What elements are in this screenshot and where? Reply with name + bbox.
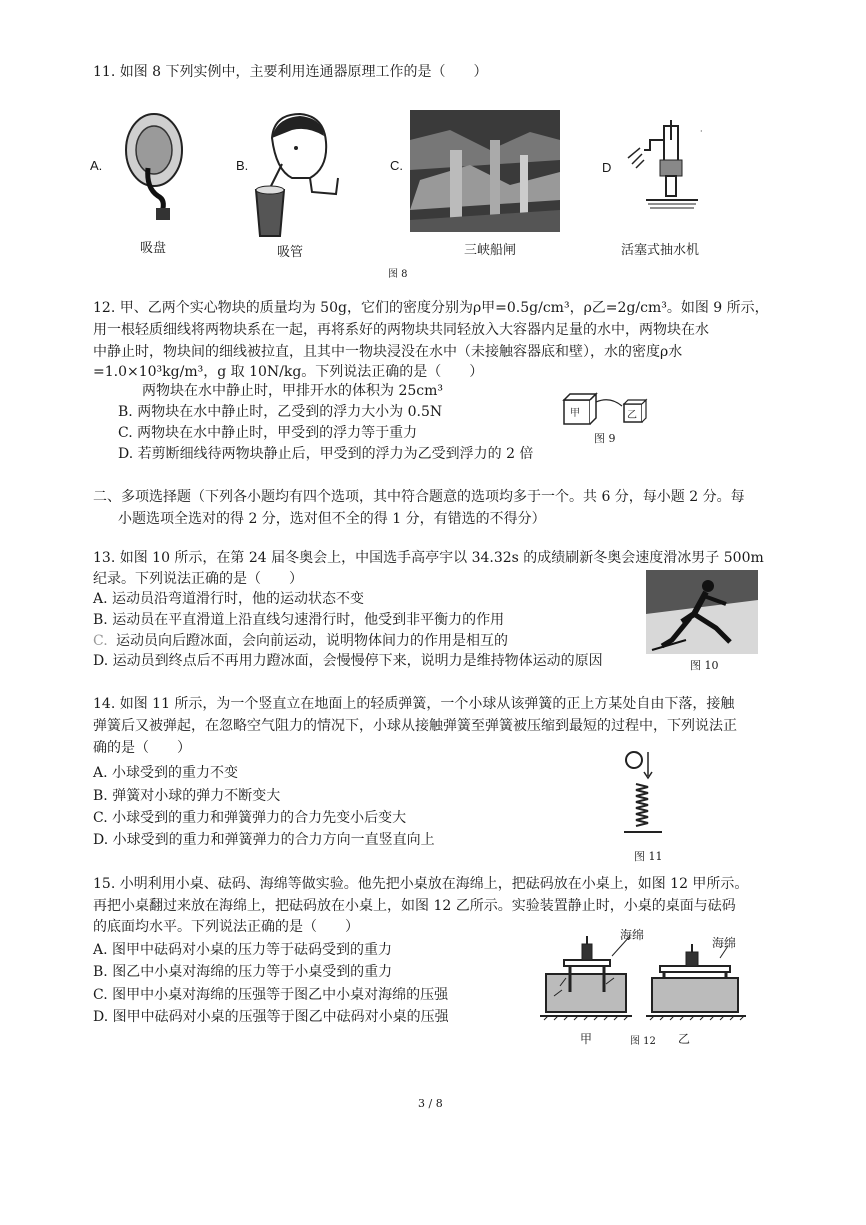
q13-option-d: D. 运动员到终点后不再用力蹬冰面，会慢慢停下来，说明力是维持物体运动的原因 <box>93 653 603 669</box>
q11-option-d-caption: 活塞式抽水机 <box>620 243 699 258</box>
speed-skater-image <box>646 570 758 654</box>
figure-9-label-yi: 乙 <box>627 410 637 421</box>
spring-ball-diagram <box>618 748 668 840</box>
figure-12-caption: 图 12 <box>630 1036 656 1047</box>
q11-option-d-letter: D <box>602 160 612 175</box>
q14-line-2: 弹簧后又被弹起，在忽略空气阻力的情况下，小球从接触弹簧至弹簧被压缩到最短的过程中，下列说法正 <box>93 718 737 734</box>
q11-option-c-caption: 三峡船闸 <box>463 243 516 258</box>
suction-cup-image <box>118 108 190 226</box>
q12-option-c: C. 两物块在水中静止时，甲受到的浮力等于重力 <box>118 425 418 441</box>
q14-line-1: 14. 如图 11 所示，为一个竖直立在地面上的轻质弹簧，一个小球从该弹簧的正上方某处自由下落，接触 <box>93 696 735 712</box>
q13-option-b: B. 运动员在平直滑道上沿直线匀速滑行时，他受到非平衡力的作用 <box>93 612 505 628</box>
q14-option-c: C. 小球受到的重力和弹簧弹力的合力先变小后变大 <box>93 810 407 826</box>
q15-line-2: 再把小桌翻过来放在海绵上，把砝码放在小桌上，如图 12 乙所示。实验装置静止时，小桌的桌面与砝码 <box>93 898 736 914</box>
figure-12-label-sponge-right: 海绵 <box>712 936 737 950</box>
figure-12-label-sponge-left: 海绵 <box>620 928 645 942</box>
q11-stem: 11. 如图 8 下列实例中，主要利用连通器原理工作的是（ ） <box>93 64 488 80</box>
q12-option-b: B. 两物块在水中静止时，乙受到的浮力大小为 0.5N <box>118 404 443 420</box>
q12-line-3: 中静止时，物块间的细线被拉直，且其中一物块浸没在水中（未接触容器底和壁），水的密度ρ水 <box>93 344 683 360</box>
q15-option-a: A. 图甲中砝码对小桌的压力等于砝码受到的重力 <box>93 942 393 958</box>
figure-8-caption: 图 8 <box>388 269 408 280</box>
straw-drink-image <box>252 108 342 240</box>
q12-option-d: D. 若剪断细线待两物块静止后，甲受到的浮力为乙受到浮力的 2 倍 <box>118 446 534 462</box>
q14-option-b: B. 弹簧对小球的弹力不断变大 <box>93 788 281 804</box>
q13-line-2: 纪录。下列说法正确的是（ ） <box>93 571 303 587</box>
q15-line-3: 的底面均水平。下列说法正确的是（ ） <box>93 919 359 935</box>
figure-9-label-jia: 甲 <box>570 408 580 419</box>
figure-9-caption: 图 9 <box>594 432 616 445</box>
figure-12-label-yi: 乙 <box>678 1032 691 1046</box>
q13-option-a: A. 运动员沿弯道滑行时，他的运动状态不变 <box>93 591 365 607</box>
q11-option-b-caption: 吸管 <box>276 245 303 260</box>
q12-option-a: 两物块在水中静止时，甲排开水的体积为 25cm³ <box>142 383 443 399</box>
figure-12-label-jia: 甲 <box>580 1032 593 1046</box>
q11-option-b-letter: B. <box>236 158 249 173</box>
q12-line-4: =1.0×10³kg/m³，g 取 10N/kg。下列说法正确的是（ ） <box>93 364 484 380</box>
piston-pump-image <box>620 120 710 220</box>
q15-option-c: C. 图甲中小桌对海绵的压强等于图乙中小桌对海绵的压强 <box>93 987 449 1003</box>
q15-option-d: D. 图甲中砝码对小桌的压强等于图乙中砝码对小桌的压强 <box>93 1009 449 1025</box>
figure-10-caption: 图 10 <box>690 659 719 672</box>
figure-11-caption: 图 11 <box>634 850 663 863</box>
q13-line-1: 13. 如图 10 所示，在第 24 届冬奥会上，中国选手高亭宇以 34.32s 的成绩刷新冬奥会速度滑冰男子 500m <box>93 550 764 566</box>
ship-lock-image <box>410 110 560 232</box>
q15-option-b: B. 图乙中小桌对海绵的压力等于小桌受到的重力 <box>93 964 393 980</box>
page-number: 3 / 8 <box>418 1097 443 1110</box>
q14-option-d: D. 小球受到的重力和弹簧弹力的合力方向一直竖直向上 <box>93 832 435 848</box>
q12-line-2: 用一根轻质细线将两物块系在一起，再将系好的两物块共同轻放入大容器内足量的水中，两物块在水 <box>93 322 709 338</box>
q11-option-a-caption: 吸盘 <box>139 241 166 256</box>
q13-option-c-letter: C. <box>93 633 108 649</box>
q13-option-c: 运动员向后蹬冰面，会向前运动，说明物体间力的作用是相互的 <box>116 633 508 649</box>
section2-heading-line-2: 小题选项全选对的得 2 分，选对但不全的得 1 分，有错选的不得分） <box>118 511 546 527</box>
section2-heading-line-1: 二、多项选择题（下列各小题均有四个选项，其中符合题意的选项均多于一个。共 6 分，每小题 2 分。每 <box>93 489 745 505</box>
q11-option-c-letter: C. <box>390 158 403 173</box>
q14-option-a: A. 小球受到的重力不变 <box>93 765 239 781</box>
q11-option-a-letter: A. <box>90 158 103 173</box>
svg-text:·: · <box>700 127 703 136</box>
q14-line-3: 确的是（ ） <box>93 740 191 756</box>
q15-line-1: 15. 小明利用小桌、砝码、海绵等做实验。他先把小桌放在海绵上，把砝码放在小桌上，如图 12 甲所示。 <box>93 876 749 892</box>
q12-line-1: 12. 甲、乙两个实心物块的质量均为 50g，它们的密度分别为ρ甲=0.5g/cm³，ρ乙=2g/cm³。如图 9 所示， <box>93 300 769 316</box>
